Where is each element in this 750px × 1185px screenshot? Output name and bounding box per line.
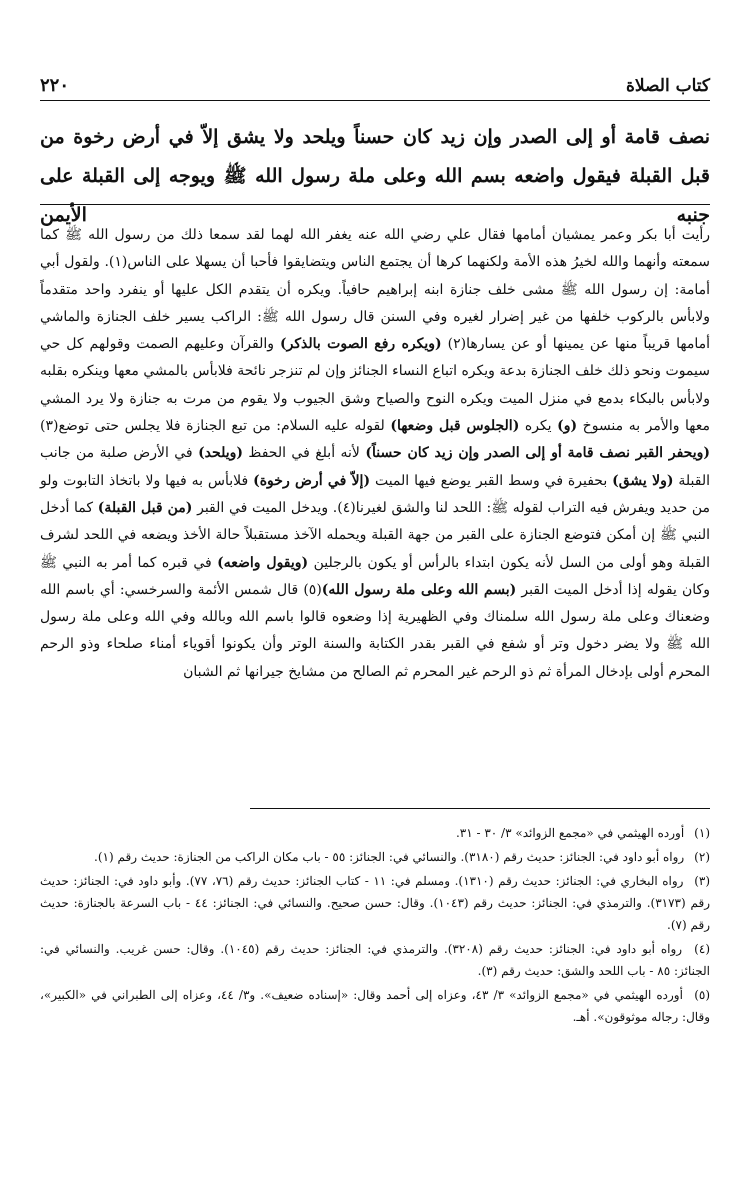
commentary-segment: لأنه أبلغ في الحفظ [243, 445, 366, 462]
footnote-number: (٥) [694, 988, 711, 1002]
quoted-matn-segment: (ويلحد) [198, 445, 243, 462]
commentary-segment: (٥) قال شمس الأئمة والسرخسي: أي باسم الله وضعناك وعلى ملة رسول الله سلمناك وفي الظهيرية إذا وضعوه قالوا باسم الله وبالله وفي الله وعلى ملة رسول الله ﷺ ولا يضر دخول وتر أو شفع في القبر بقدر الكتابة والسنة الوتر وأن يكونوا أقوياء أمناء صلحاء وذو الرحم المحرم أولى بإدخال المرأة ثم ذو الرحم غير المحرم ثم الصالح من مشايخ جيرانها ثم الشبان [40, 581, 710, 680]
commentary-text [40, 222, 710, 686]
footnote-item [40, 846, 710, 868]
footnote-text: أورده الهيثمي في «مجمع الزوائد» ٣/ ٣٠ - ٣١. [455, 826, 688, 840]
footnote-number: (١) [694, 826, 710, 840]
footnote-item [40, 938, 710, 982]
quoted-matn-segment: (ويكره رفع الصوت بالذكر) [279, 336, 442, 353]
footnote-item [40, 984, 710, 1028]
quoted-matn-segment: (من قبل القبلة) [97, 499, 193, 516]
quoted-matn-segment: (ويقول واضعه) [217, 554, 309, 571]
commentary-segment: بحفيرة في وسط القبر يوضع فيها الميت [370, 472, 613, 489]
footnote-number: (٢) [694, 850, 710, 864]
running-header [40, 68, 710, 96]
commentary-segment: لقوله عليه السلام: من تبع الجنازة فلا يجلس حتى توضع(٣) [40, 418, 391, 435]
footnote-text: رواه أبو داود في: الجنائز: حديث رقم (٣٢٠٨). والترمذي في: الجنائز: حديث رقم (١٠٤٥). وقال: حسن غريب. والنسائي في: الجنائز: ٨٥ - باب اللحد والشق: حديث رقم (٣). [40, 942, 710, 978]
footnote-item [40, 822, 710, 844]
commentary-segment: في قبره كما أمر به النبي ﷺ وكان يقوله إذا أدخل الميت القبر [40, 554, 710, 598]
commentary-segment: يكره [519, 418, 558, 435]
commentary-segment: فلابأس به فيها ولا باتخاذ التابوت ولو من حديد ويفرش فيه التراب لقوله ﷺ: اللحد لنا والشق لغيرنا(٤). ويدخل الميت في القبر [40, 472, 710, 516]
footnote-rule [250, 808, 710, 809]
quoted-matn-segment: (بسم الله وعلى ملة رسول الله) [321, 581, 517, 598]
quoted-matn-segment: (إلاّ في أرض رخوة) [253, 472, 371, 489]
quoted-matn-segment: (و) [557, 418, 578, 435]
footnote-text: رواه البخاري في: الجنائز: حديث رقم (١٣١٠). ومسلم في: ١١ - كتاب الجنائز: حديث رقم (٧٦، ٧٧). وأبو داود في: الجنائز: حديث رقم (٣١٧٣). والترمذي في: الجنائز: حديث رقم (١٠٤٣). وقال: حسن صحيح. والنسائي في: الجنائز: ٤٤ - باب السرعة بالجنازة: حديث رقم (٧). [40, 874, 710, 932]
footnote-text: أورده الهيثمي في «مجمع الزوائد» ٣/ ٤٣، وعزاه إلى أحمد وقال: «إسناده ضعيف». و٣/ ٤٤، وعزاه إلى الطبراني في «الكبير»، وقال: رجاله موثوقون». أهـ. [40, 988, 710, 1024]
page-number: ٢٢٠ [40, 75, 70, 96]
footnote-text: رواه أبو داود في: الجنائز: حديث رقم (٣١٨٠). والنسائي في: الجنائز: ٥٥ - باب مكان الراكب من الجنازة: حديث رقم (١). [94, 850, 688, 864]
footnote-number: (٣) [694, 874, 711, 888]
commentary-segment: في الأرض صلبة من جانب القبلة [40, 445, 710, 489]
header-rule [40, 100, 710, 101]
commentary-segment: رأيت أبا بكر وعمر يمشيان أمامها فقال علي رضي الله عنه يغفر الله لهما لقد سمعا ذلك من رسول الله ﷺ كما سمعته وأنهما والله لخيرُ هذه الأمة ولكنهما كرها أن يجتمع الناس ويتضايقوا فأحبا أن يسهلا على الناس(١). ولقول أبي أمامة: إن رسول الله ﷺ مشى خلف جنازة ابنه إبراهيم حافياً. ويكره أن يتقدم الكل عليها أو ينفرد واحد متقدماً ولابأس بالركوب خلفها من غير إضرار لغيره وفي السنن قال رسول الله ﷺ: الراكب يسير خلف الجنازة والماشي أمامها قريباً منها عن يمينها أو عن يسارها(٢) [40, 227, 711, 353]
main-text: نصف قامة أو إلى الصدر وإن زيد كان حسناً ويلحد ولا يشق إلاّ في أرض رخوة من قبل القبلة فيقول واضعه بسم الله وعلى ملة رسول الله ﷺ ويوجه إلى القبلة على جنبه الأيمن [40, 126, 710, 226]
quoted-matn-segment: (ويحفر القبر نصف قامة أو إلى الصدر وإن زيد كان حسناً) [365, 445, 710, 462]
chapter-title: كتاب الصلاة [625, 76, 710, 96]
commentary-segment: كما أدخل النبي ﷺ إن أمكن فتوضع الجنازة على القبر من جهة القبلة ويحمله الآخذ مستقبلاً حالة الأخذ ويضعه في اللحد لشرف القبلة وهو أولى من السل لأنه يكون ابتداء بالرأس أو يكون بالرجلين [40, 499, 710, 571]
footnote-item [40, 870, 710, 936]
main-text-rule [40, 204, 710, 205]
quoted-matn-segment: (الجلوس قبل وضعها) [390, 418, 520, 435]
footnote-number: (٤) [694, 942, 710, 956]
quoted-matn-segment: (ولا يشق) [612, 472, 674, 489]
footnotes-list [40, 822, 710, 1030]
commentary-segment: والقرآن وعليهم الصمت وقولهم كل حي سيموت ونحو ذلك خلف الجنازة بدعة ويكره اتباع النساء الجنائز وإن لم تنزجر نائحة فلابأس بالمشي معها وينكره بقلبه ولابأس بالبكاء بدمع في منزل الميت ويكره النوح والصياح وشق الجيوب ولا يقوم من مرت به جنازة ولا يرد المشي معها والأمر به منسوخ [40, 336, 711, 435]
